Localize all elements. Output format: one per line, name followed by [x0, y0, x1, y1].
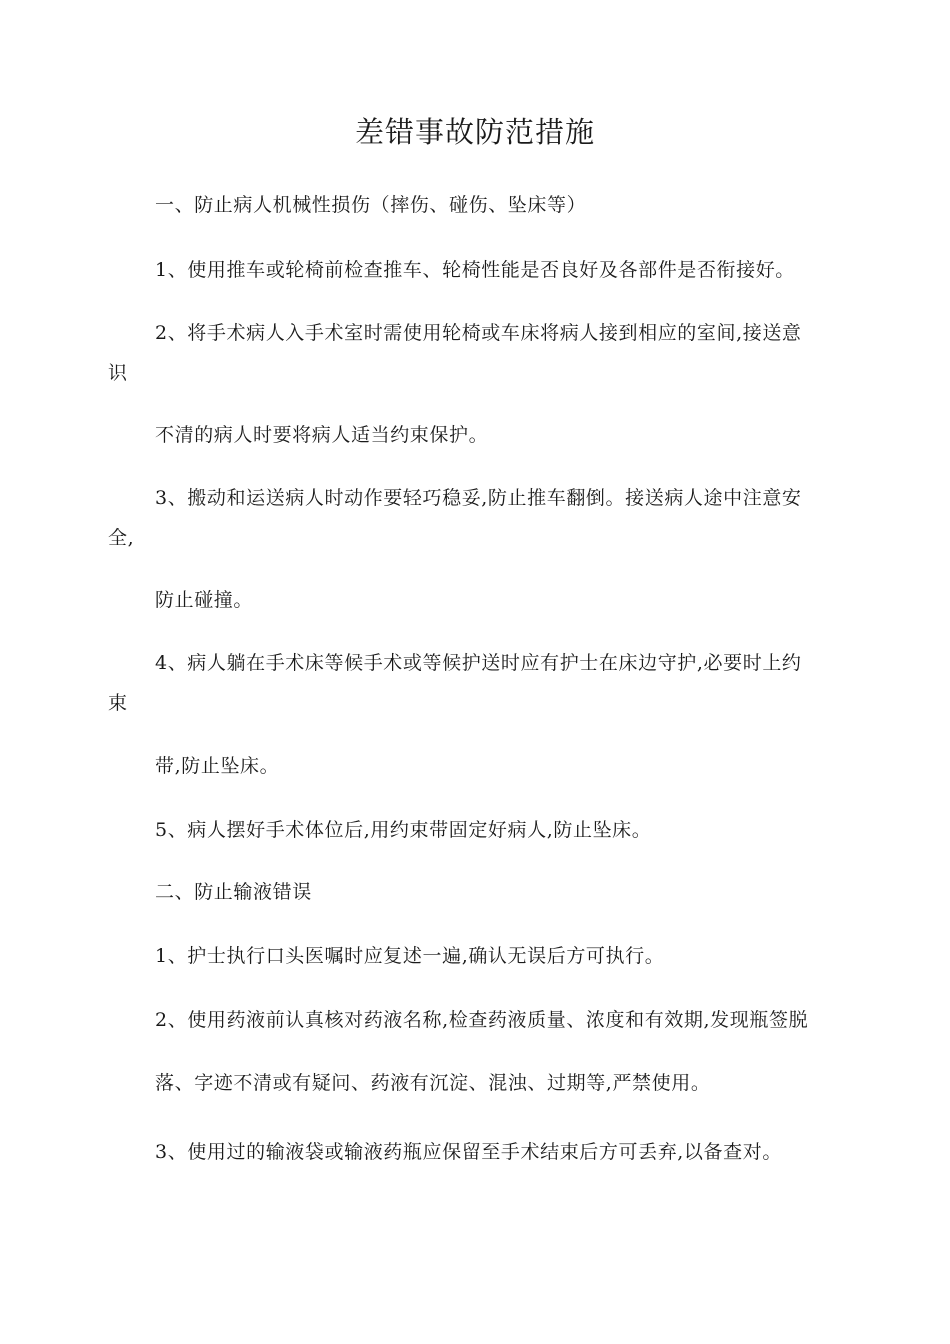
- section-heading-1: 一、防止病人机械性损伤（摔伤、碰伤、坠床等）: [155, 194, 587, 216]
- paragraph-line: 防止碰撞。: [155, 589, 254, 611]
- paragraph-line: 5、病人摆好手术体位后,用约束带固定好病人,防止坠床。: [155, 819, 652, 841]
- paragraph-line: 带,防止坠床。: [155, 755, 280, 777]
- paragraph-line: 1、护士执行口头医嘱时应复述一遍,确认无误后方可执行。: [155, 945, 665, 967]
- paragraph-line: 落、字迹不清或有疑问、药液有沉淀、混浊、过期等,严禁使用。: [155, 1072, 711, 1094]
- paragraph-line: 3、搬动和运送病人时动作要轻巧稳妥,防止推车翻倒。接送病人途中注意安: [155, 487, 802, 509]
- paragraph-line: 全,: [108, 527, 135, 549]
- section-heading-2: 二、防止输液错误: [155, 881, 312, 903]
- paragraph-line: 2、将手术病人入手术室时需使用轮椅或车床将病人接到相应的室间,接送意: [155, 322, 802, 344]
- paragraph-line: 3、使用过的输液袋或输液药瓶应保留至手术结束后方可丢弃,以备查对。: [155, 1141, 782, 1163]
- paragraph-line: 2、使用药液前认真核对药液名称,检查药液质量、浓度和有效期,发现瓶签脱: [155, 1009, 809, 1031]
- paragraph-line: 不清的病人时要将病人适当约束保护。: [155, 424, 489, 446]
- paragraph-line: 1、使用推车或轮椅前检查推车、轮椅性能是否良好及各部件是否衔接好。: [155, 259, 795, 281]
- paragraph-line: 4、病人躺在手术床等候手术或等候护送时应有护士在床边守护,必要时上约: [155, 652, 802, 674]
- paragraph-line: 束: [108, 692, 128, 714]
- paragraph-line: 识: [108, 362, 128, 384]
- page-title: 差错事故防范措施: [354, 115, 595, 149]
